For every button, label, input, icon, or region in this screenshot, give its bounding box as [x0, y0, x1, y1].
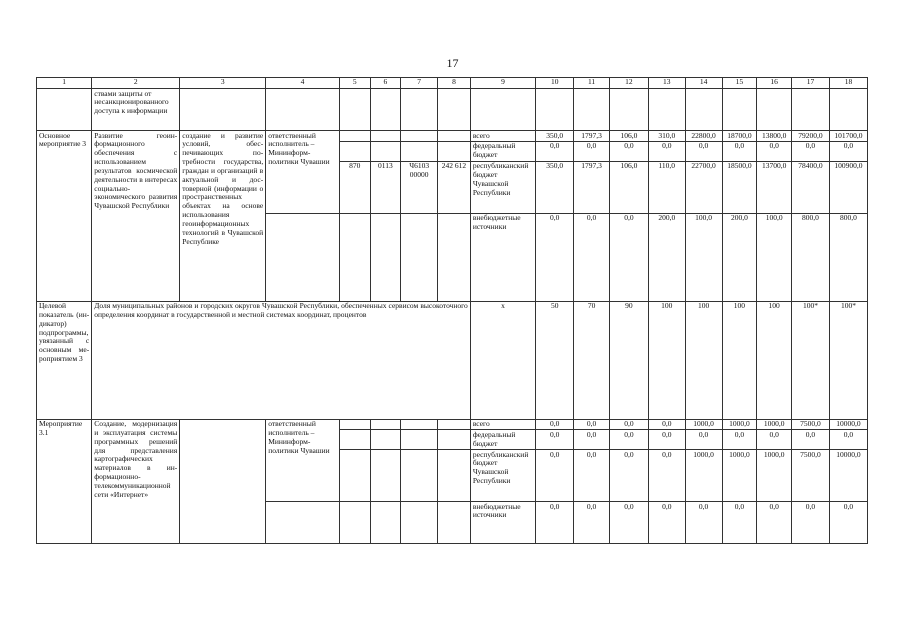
amount: 0,0: [792, 430, 830, 450]
funding-source: республиканский бюджет Чувашской Республики: [470, 161, 535, 213]
amount: 0,0: [536, 213, 574, 301]
amount: 0,0: [722, 141, 757, 161]
table-cell: [438, 131, 471, 142]
amount: 1797,3: [574, 131, 610, 142]
continuation-row: [37, 89, 868, 131]
program-table: [36, 77, 868, 544]
table-cell: [339, 213, 370, 301]
column-number: 12: [609, 78, 648, 89]
amount: 0,0: [574, 450, 610, 502]
table-cell: [574, 89, 610, 131]
amount: 1000,0: [757, 450, 792, 502]
amount: 106,0: [609, 161, 648, 213]
column-number: 5: [339, 78, 370, 89]
table-cell: [401, 450, 438, 502]
table-cell: [401, 141, 438, 161]
table-cell: [536, 89, 574, 131]
funding-source: республиканский бюджет Чувашской Республики: [470, 450, 535, 502]
indicator-label: Целевой показатель (индикатор) подпрограммы, увязанный с основным мероприятием 3: [37, 301, 92, 419]
continuation-text: ствами защиты от несанкционированного доступа к информации: [92, 89, 180, 131]
table-cell: [339, 430, 370, 450]
amount: 0,0: [685, 502, 722, 544]
budget-code: 0113: [370, 161, 401, 213]
amount: 0,0: [574, 419, 610, 430]
table-cell: [438, 213, 471, 301]
amount: 800,0: [829, 213, 867, 301]
table-cell: [438, 419, 471, 430]
table-cell: [370, 213, 401, 301]
amount: 10000,0: [829, 419, 867, 430]
amount: 18700,0: [722, 131, 757, 142]
amount: 0,0: [829, 141, 867, 161]
measure-goal: создание и развитие условий, обеспечивающих потребности государства, граждан и организаций в актуальной и достоверной (информации о пространственных объектах на основе использования геоинформационных технологий в Чувашской Республике: [180, 131, 266, 302]
amount: 110,0: [648, 161, 685, 213]
amount: 0,0: [574, 502, 610, 544]
amount: 0,0: [722, 430, 757, 450]
table-cell: [438, 430, 471, 450]
table-cell: [401, 131, 438, 142]
budget-code: 870: [339, 161, 370, 213]
page-number: 17: [446, 56, 459, 70]
amount: 310,0: [648, 131, 685, 142]
table-cell: [266, 213, 340, 301]
amount: 800,0: [792, 213, 830, 301]
amount: 0,0: [609, 430, 648, 450]
amount: 0,0: [536, 430, 574, 450]
column-number: 6: [370, 78, 401, 89]
table-cell: [438, 450, 471, 502]
amount: 0,0: [648, 419, 685, 430]
indicator-row: [37, 301, 868, 419]
amount: 0,0: [757, 141, 792, 161]
amount: 0,0: [536, 141, 574, 161]
column-number-row: [37, 78, 868, 89]
table-cell: [370, 502, 401, 544]
indicator-value: 70: [574, 301, 610, 419]
amount: 79200,0: [792, 131, 830, 142]
amount: 13800,0: [757, 131, 792, 142]
funding-source: федеральный бюджет: [470, 141, 535, 161]
amount: 22700,0: [685, 161, 722, 213]
table-cell: [438, 141, 471, 161]
amount: 0,0: [648, 430, 685, 450]
amount: 0,0: [648, 450, 685, 502]
table-cell: [266, 89, 340, 131]
amount: 1000,0: [757, 419, 792, 430]
table-cell: [370, 141, 401, 161]
column-number: 8: [438, 78, 471, 89]
amount: 0,0: [609, 502, 648, 544]
table-cell: [370, 430, 401, 450]
amount: 0,0: [829, 502, 867, 544]
amount: 350,0: [536, 161, 574, 213]
amount: 0,0: [574, 213, 610, 301]
column-number: 15: [722, 78, 757, 89]
amount: 1000,0: [685, 419, 722, 430]
amount: 0,0: [574, 430, 610, 450]
indicator-text: Доля муниципальных районов и городских округов Чувашской Республики, обеспеченных сервисом высокоточного определения координат в государственной и местной системах координат, процентов: [92, 301, 471, 419]
budget-code: 242 612: [438, 161, 471, 213]
measure-goal: [180, 419, 266, 544]
measure-label: Мероприятие 3.1: [37, 419, 92, 544]
column-number: 16: [757, 78, 792, 89]
amount: 101700,0: [829, 131, 867, 142]
table-cell: [370, 419, 401, 430]
amount: 7500,0: [792, 450, 830, 502]
amount: 22800,0: [685, 131, 722, 142]
column-number: 7: [401, 78, 438, 89]
amount: 7500,0: [792, 419, 830, 430]
column-number: 1: [37, 78, 92, 89]
funding-source: внебюджетные источники: [470, 213, 535, 301]
column-number: 17: [792, 78, 830, 89]
amount: 0,0: [648, 502, 685, 544]
responsible-executor: ответственный исполнитель – Мининформполитики Чувашии: [266, 419, 340, 502]
table-row: [37, 419, 868, 430]
indicator-value: 100: [648, 301, 685, 419]
indicator-value: 100: [757, 301, 792, 419]
amount: 0,0: [536, 450, 574, 502]
amount: 1000,0: [685, 450, 722, 502]
table-cell: [757, 89, 792, 131]
indicator-value: 90: [609, 301, 648, 419]
amount: 0,0: [648, 141, 685, 161]
indicator-value: 100: [722, 301, 757, 419]
amount: 13700,0: [757, 161, 792, 213]
amount: 0,0: [609, 141, 648, 161]
table-cell: [339, 502, 370, 544]
indicator-unit: x: [470, 301, 535, 419]
budget-code: Ч6103 00000: [401, 161, 438, 213]
amount: 18500,0: [722, 161, 757, 213]
amount: 106,0: [609, 131, 648, 142]
table-cell: [266, 502, 340, 544]
indicator-value: 100*: [792, 301, 830, 419]
table-row: [37, 131, 868, 142]
table-cell: [370, 450, 401, 502]
amount: 0,0: [792, 502, 830, 544]
indicator-value: 100: [685, 301, 722, 419]
column-number: 10: [536, 78, 574, 89]
amount: 100,0: [757, 213, 792, 301]
table-cell: [370, 131, 401, 142]
table-cell: [37, 89, 92, 131]
table-cell: [722, 89, 757, 131]
amount: 0,0: [609, 419, 648, 430]
amount: 200,0: [648, 213, 685, 301]
funding-source: всего: [470, 131, 535, 142]
responsible-executor: ответственный исполнитель – Мининформполитики Чувашии: [266, 131, 340, 214]
column-number: 13: [648, 78, 685, 89]
amount: 1797,3: [574, 161, 610, 213]
measure-name: Создание, модернизация и эксплуатация системы программных решений для представления картографических материалов в информационно-телекоммуникационной сети «Интернет»: [92, 419, 180, 544]
table-cell: [339, 89, 370, 131]
table-cell: [401, 419, 438, 430]
amount: 0,0: [829, 430, 867, 450]
column-number: 11: [574, 78, 610, 89]
amount: 0,0: [536, 502, 574, 544]
amount: 100900,0: [829, 161, 867, 213]
table-cell: [438, 502, 471, 544]
measure-label: Основное мероприятие 3: [37, 131, 92, 302]
column-number: 14: [685, 78, 722, 89]
table-cell: [339, 450, 370, 502]
column-number: 9: [470, 78, 535, 89]
table-cell: [792, 89, 830, 131]
amount: 0,0: [609, 450, 648, 502]
table-cell: [470, 89, 535, 131]
amount: 0,0: [685, 141, 722, 161]
amount: 0,0: [757, 430, 792, 450]
amount: 350,0: [536, 131, 574, 142]
table-cell: [370, 89, 401, 131]
table-cell: [401, 502, 438, 544]
table-cell: [401, 213, 438, 301]
table-cell: [339, 131, 370, 142]
table-cell: [829, 89, 867, 131]
column-number: 4: [266, 78, 340, 89]
table-cell: [339, 419, 370, 430]
amount: 0,0: [792, 141, 830, 161]
table-cell: [609, 89, 648, 131]
amount: 200,0: [722, 213, 757, 301]
table-cell: [180, 89, 266, 131]
column-number: 18: [829, 78, 867, 89]
table-cell: [685, 89, 722, 131]
column-number: 3: [180, 78, 266, 89]
amount: 1000,0: [722, 419, 757, 430]
column-number: 2: [92, 78, 180, 89]
funding-source: всего: [470, 419, 535, 430]
amount: 10000,0: [829, 450, 867, 502]
table-cell: [648, 89, 685, 131]
amount: 78400,0: [792, 161, 830, 213]
amount: 0,0: [685, 430, 722, 450]
amount: 0,0: [722, 502, 757, 544]
amount: 1000,0: [722, 450, 757, 502]
amount: 0,0: [536, 419, 574, 430]
table-cell: [401, 430, 438, 450]
amount: 0,0: [574, 141, 610, 161]
indicator-value: 100*: [829, 301, 867, 419]
table-cell: [401, 89, 438, 131]
funding-source: внебюджетные источники: [470, 502, 535, 544]
amount: 0,0: [757, 502, 792, 544]
measure-name: Развитие геоинформационного обеспечения с использованием результатов космической деятельности в интересах социально-экономического развития Чувашской Республики: [92, 131, 180, 302]
table-cell: [438, 89, 471, 131]
table-cell: [339, 141, 370, 161]
amount: 100,0: [685, 213, 722, 301]
funding-source: федеральный бюджет: [470, 430, 535, 450]
amount: 0,0: [609, 213, 648, 301]
indicator-value: 50: [536, 301, 574, 419]
